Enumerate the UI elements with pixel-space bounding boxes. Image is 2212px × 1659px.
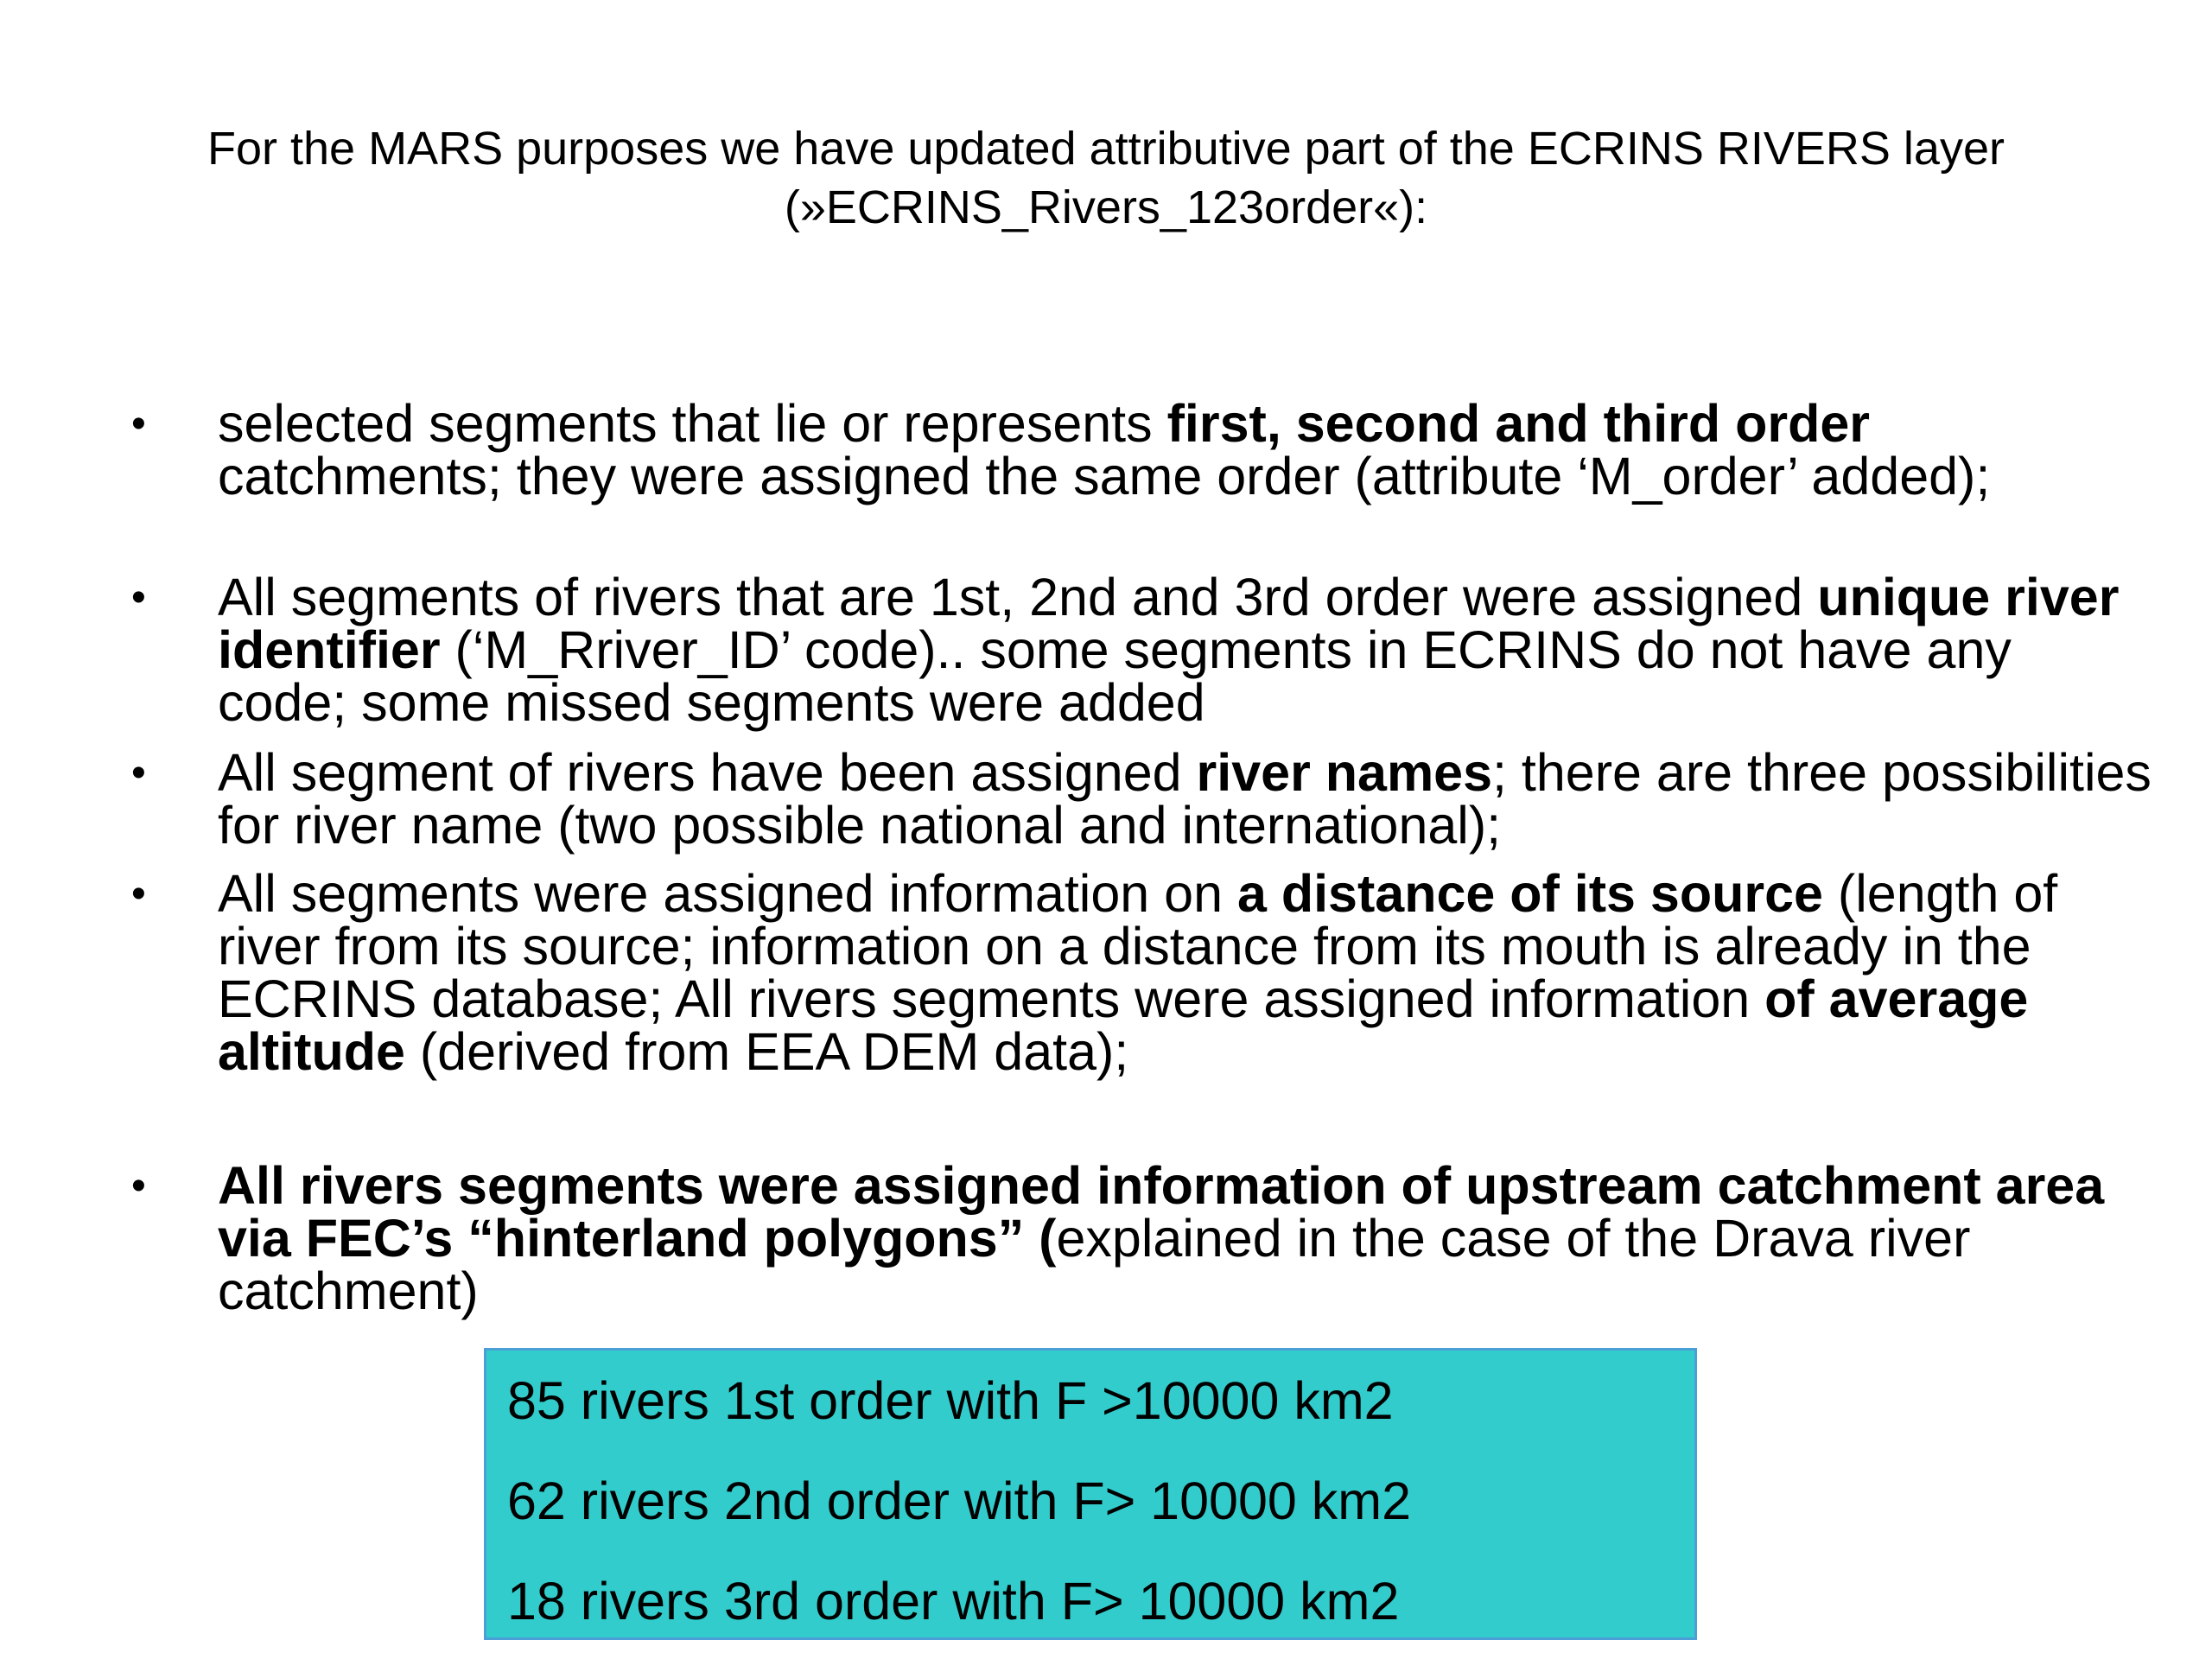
bullet-text: All segments of rivers that are 1st, 2nd and 3rd order were assigned <box>218 568 1818 626</box>
bullet-bold-text: unique river identifier <box>218 568 2120 679</box>
slide-title <box>86 119 2126 237</box>
bullet-bold-text: of average altitude <box>218 969 2029 1081</box>
bullet-marker: • <box>131 1163 146 1209</box>
bullet-bold-text: river names <box>1196 743 1493 802</box>
bullet-marker: • <box>131 401 146 447</box>
bullet-bold-text: All rivers segments were assigned information of upstream catchment area via FEC’s “hinterland polygons” ( <box>218 1156 2105 1268</box>
bullet-bold-text: first, second and third order <box>1166 394 1871 453</box>
bullet-marker: • <box>131 575 146 620</box>
title-line-1: For the MARS purposes we have updated attributive part of the ECRINS RIVERS layer <box>207 123 2005 175</box>
bullet-marker: • <box>131 750 146 796</box>
river-stats-box <box>484 1348 1697 1640</box>
bullet-text: (length of river from its source; information on a distance from its mouth is already in the ECRINS database; All rivers segments were assigned information <box>218 864 2058 1028</box>
stats-line-3rd-order: 18 rivers 3rd order with F> 10000 km2 <box>507 1572 1400 1630</box>
stats-line-2nd-order: 62 rivers 2nd order with F> 10000 km2 <box>507 1471 1411 1530</box>
bullet-text: catchments; they were assigned the same order (attribute ‘M_order’ added); <box>218 447 1991 505</box>
bullet-text: (derived from EEA DEM data); <box>404 1022 1129 1081</box>
title-line-2: (»ECRINS_Rivers_123order«): <box>784 181 1428 233</box>
bullet-marker: • <box>131 871 146 917</box>
bullet-text: (‘M_Rriver_ID’ code).. some segments in ECRINS do not have any code; some missed segments were added <box>218 620 2012 732</box>
bullet-item-distance-altitude <box>131 864 2153 1081</box>
bullet-item-upstream-catchment <box>131 1156 2153 1320</box>
bullet-text: explained in the case of the Drava river catchment) <box>218 1209 1971 1320</box>
bullet-item-identifier <box>131 568 2153 732</box>
bullet-text: selected segments that lie or represents <box>218 394 1167 453</box>
bullet-text: All segments were assigned information on <box>218 864 1237 923</box>
bullet-text: All segment of rivers have been assigned <box>218 743 1197 802</box>
bullet-item-river-names <box>131 743 2153 855</box>
bullet-text: ; there are three possibilities for river name (two possible national and international); <box>218 743 2152 855</box>
stats-line-1st-order: 85 rivers 1st order with F >10000 km2 <box>507 1371 1394 1430</box>
bullet-item-order <box>131 394 2153 505</box>
bullet-bold-text: a distance of its source <box>1236 864 1823 923</box>
